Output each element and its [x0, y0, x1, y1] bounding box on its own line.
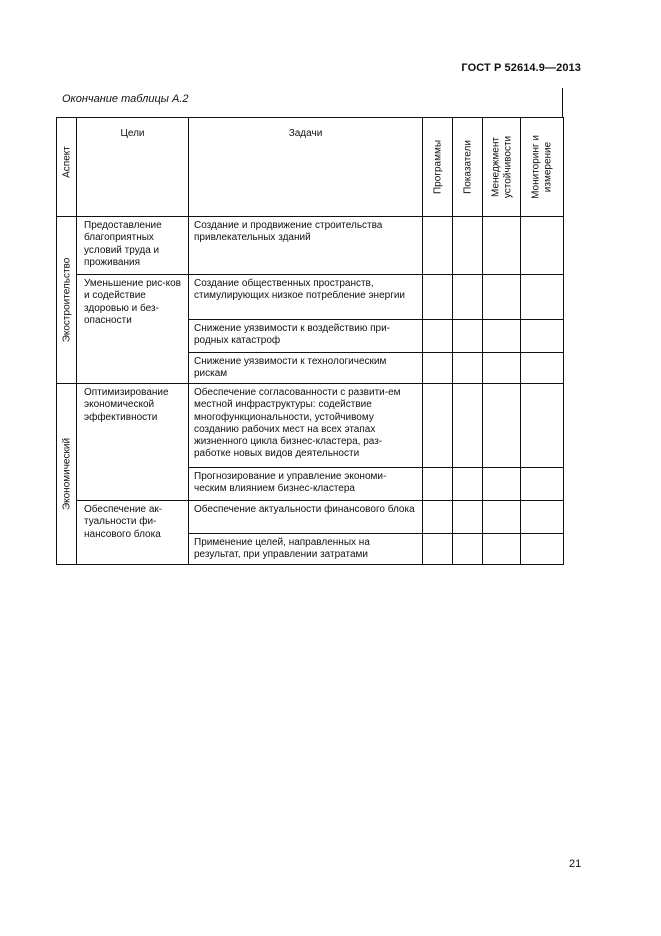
goal-cell: Оптимизирование экономической эффективности	[77, 384, 189, 501]
monitoring-cell	[521, 384, 564, 468]
aspect-cell-eco	[57, 217, 77, 384]
task-cell: Применение целей, направленных на результат, при управлении затратами	[189, 534, 423, 565]
header-aspect-label: Аспект	[60, 146, 72, 178]
table-row	[57, 384, 564, 468]
header-programs	[423, 118, 453, 217]
indicators-cell	[453, 353, 483, 384]
document-code: ГОСТ Р 52614.9—2013	[461, 62, 581, 74]
indicators-cell	[453, 217, 483, 275]
header-monitoring-label	[531, 135, 554, 199]
management-cell	[483, 534, 521, 565]
programs-cell	[423, 217, 453, 275]
monitoring-cell	[521, 217, 564, 275]
table-row	[57, 275, 564, 320]
header-management-label	[490, 136, 513, 198]
programs-cell	[423, 468, 453, 501]
indicators-cell	[453, 468, 483, 501]
programs-cell	[423, 501, 453, 534]
indicators-cell	[453, 275, 483, 320]
header-programs-label: Программы	[431, 139, 443, 195]
management-cell	[483, 468, 521, 501]
indicators-cell	[453, 534, 483, 565]
task-cell: Создание и продвижение строительства привлекательных зданий	[189, 217, 423, 275]
programs-cell	[423, 534, 453, 565]
header-goals: Цели	[77, 118, 189, 217]
page-number: 21	[569, 858, 582, 870]
header-indicators-label: Показатели	[461, 140, 473, 194]
task-cell: Обеспечение согласованности с развити-ем местной инфраструктуры: содействие многофункциональности, устойчивому созданию рабочих мест на всех этапах жизненного цикла бизнес-кластера, раз-работке новых видов деятельности	[189, 384, 423, 468]
header-monitoring-line2: измерение	[542, 141, 553, 193]
programs-cell	[423, 353, 453, 384]
header-management-line1: Менеджмент	[490, 137, 501, 197]
aspect-label: Экостроительство	[60, 257, 72, 343]
monitoring-cell	[521, 501, 564, 534]
task-cell: Прогнозирование и управление экономи-ческим влиянием бизнес-кластера	[189, 468, 423, 501]
monitoring-cell	[521, 534, 564, 565]
management-cell	[483, 320, 521, 353]
management-cell	[483, 384, 521, 468]
management-cell	[483, 217, 521, 275]
task-cell: Снижение уязвимости к воздействию при-родных катастроф	[189, 320, 423, 353]
programs-cell	[423, 275, 453, 320]
monitoring-cell	[521, 275, 564, 320]
monitoring-cell	[521, 468, 564, 501]
table-caption: Окончание таблицы А.2	[62, 93, 189, 105]
header-tasks: Задачи	[189, 118, 423, 217]
header-monitoring-line1: Мониторинг и	[530, 135, 542, 199]
task-cell: Обеспечение актуальности финансового блока	[189, 501, 423, 534]
header-aspect	[57, 118, 77, 217]
header-indicators	[453, 118, 483, 217]
goal-cell: Предоставление благоприятных условий труда и проживания	[77, 217, 189, 275]
aspect-label: Экономический	[60, 437, 72, 511]
monitoring-cell	[521, 353, 564, 384]
indicators-cell	[453, 501, 483, 534]
header-management	[483, 118, 521, 217]
goal-cell: Обеспечение ак-туальности фи-нансового блока	[77, 501, 189, 565]
aspect-cell-econ	[57, 384, 77, 565]
header-row	[57, 118, 564, 217]
management-cell	[483, 353, 521, 384]
indicators-cell	[453, 384, 483, 468]
header-management-line2: устойчивости	[501, 135, 513, 199]
task-cell: Создание общественных пространств, стимулирующих низкое потребление энергии	[189, 275, 423, 320]
goals-tasks-table	[56, 117, 564, 565]
table-corner-line	[562, 88, 563, 118]
programs-cell	[423, 384, 453, 468]
table-row	[57, 217, 564, 275]
goal-cell: Уменьшение рис-ков и содействие здоровью и без-опасности	[77, 275, 189, 384]
management-cell	[483, 501, 521, 534]
monitoring-cell	[521, 320, 564, 353]
table-row	[57, 501, 564, 534]
task-cell: Снижение уязвимости к технологическим рискам	[189, 353, 423, 384]
header-monitoring	[521, 118, 564, 217]
management-cell	[483, 275, 521, 320]
programs-cell	[423, 320, 453, 353]
indicators-cell	[453, 320, 483, 353]
